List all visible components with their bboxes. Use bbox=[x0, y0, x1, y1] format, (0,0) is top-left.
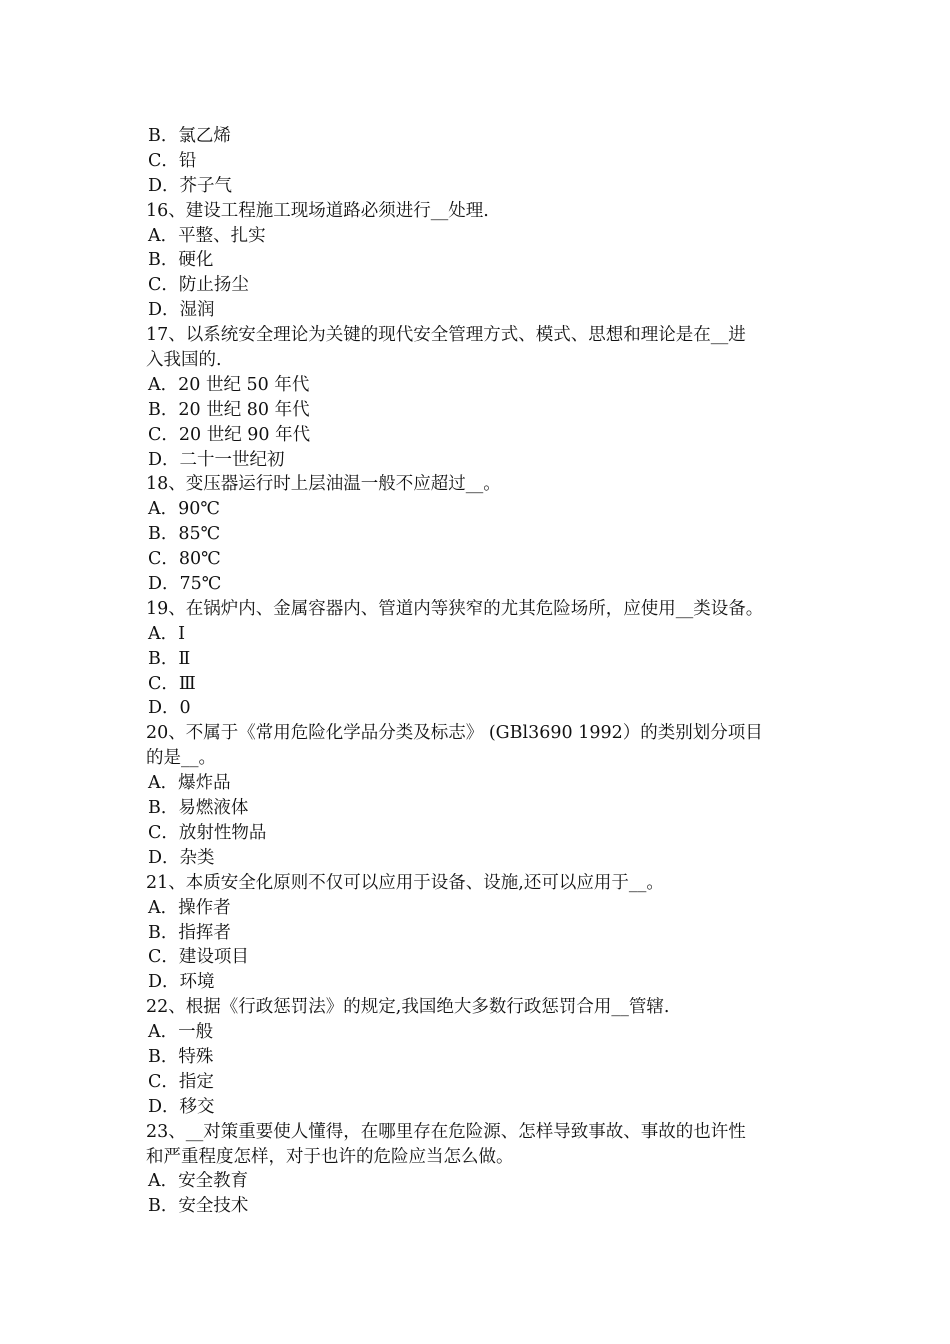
question-text: 21、本质安全化原则不仅可以应用于设备、设施,还可以应用于__。 bbox=[146, 872, 664, 893]
answer-option: A．操作者 bbox=[148, 897, 231, 918]
answer-option: C．20 世纪 90 年代 bbox=[148, 424, 311, 445]
answer-option: B．指挥者 bbox=[148, 922, 231, 943]
answer-option: C．80℃ bbox=[148, 549, 221, 570]
answer-option: C．铅 bbox=[148, 150, 197, 171]
answer-option: D．环境 bbox=[148, 972, 215, 993]
question-text: 和严重程度怎样，对于也许的危险应当怎么做。 bbox=[146, 1146, 514, 1167]
answer-option: C．防止扬尘 bbox=[148, 275, 249, 296]
answer-option: D．杂类 bbox=[148, 847, 215, 868]
answer-option: B．20 世纪 80 年代 bbox=[148, 399, 310, 420]
question-text: 22、根据《行政惩罚法》的规定,我国绝大多数行政惩罚合用__管辖. bbox=[146, 997, 670, 1018]
answer-option: A．90℃ bbox=[148, 499, 220, 520]
answer-option: B．氯乙烯 bbox=[148, 126, 231, 146]
question-text: 16、建设工程施工现场道路必须进行__处理. bbox=[146, 200, 489, 221]
answer-option: D．75℃ bbox=[148, 574, 222, 595]
answer-option: D．0 bbox=[148, 698, 191, 719]
document-page bbox=[146, 124, 816, 1219]
answer-option: B．Ⅱ bbox=[148, 648, 191, 669]
answer-option: B．硬化 bbox=[148, 250, 214, 271]
question-text: 19、在锅炉内、金属容器内、管道内等狭窄的尤其危险场所，应使用__类设备。 bbox=[146, 598, 764, 619]
question-text: 的是__。 bbox=[146, 748, 216, 769]
question-text: 入我国的. bbox=[146, 350, 222, 371]
answer-option: A．20 世纪 50 年代 bbox=[148, 374, 310, 395]
answer-option: A．平整、扎实 bbox=[148, 225, 266, 246]
answer-option: B．易燃液体 bbox=[148, 798, 249, 819]
answer-option: B．85℃ bbox=[148, 524, 221, 545]
answer-option: D．芥子气 bbox=[148, 175, 233, 196]
answer-option: D．湿润 bbox=[148, 300, 215, 321]
answer-option: C．Ⅲ bbox=[148, 673, 196, 694]
answer-option: A．安全教育 bbox=[148, 1171, 249, 1192]
question-text: 20、不属于《常用危险化学品分类及标志》 (GBl3690 1992）的类别划分项目 bbox=[146, 723, 763, 744]
question-text: 23、__对策重要使人懂得，在哪里存在危险源、怎样导致事故、事故的也许性 bbox=[146, 1121, 746, 1142]
answer-option: C．放射性物品 bbox=[148, 822, 267, 843]
question-text: 17、以系统安全理论为关键的现代安全管理方式、模式、思想和理论是在__进 bbox=[146, 325, 746, 346]
question-text: 18、变压器运行时上层油温一般不应超过__。 bbox=[146, 474, 501, 495]
answer-option: C．指定 bbox=[148, 1071, 214, 1092]
answer-option: C．建设项目 bbox=[148, 947, 249, 968]
answer-option: B．安全技术 bbox=[148, 1196, 249, 1217]
answer-option: B．特殊 bbox=[148, 1046, 214, 1067]
answer-option: D．移交 bbox=[148, 1096, 215, 1117]
answer-option: A．Ⅰ bbox=[148, 623, 186, 644]
answer-option: A．爆炸品 bbox=[148, 773, 231, 794]
answer-option: A．一般 bbox=[148, 1022, 214, 1043]
answer-option: D．二十一世纪初 bbox=[148, 449, 285, 470]
